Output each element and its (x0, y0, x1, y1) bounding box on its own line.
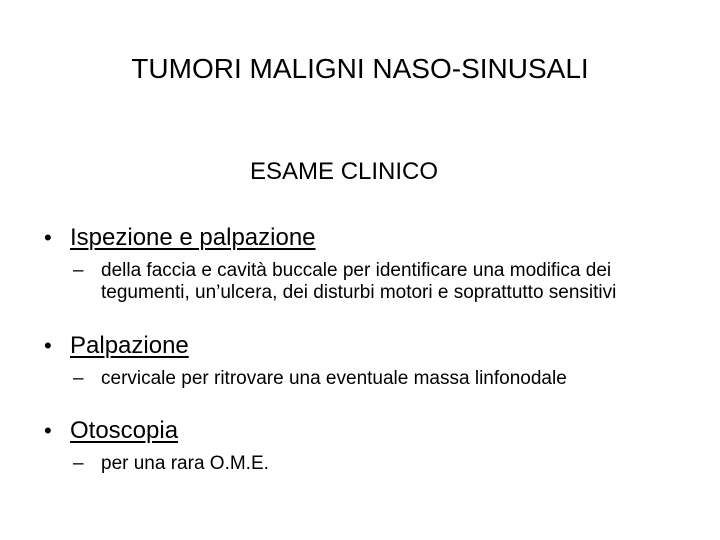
dash-icon: – (73, 260, 84, 281)
bullet-item-label: Palpazione (70, 332, 189, 359)
bullet-item-ispezione (44, 224, 694, 304)
dash-icon: – (73, 368, 84, 389)
bullet-item-label: Otoscopia (70, 417, 179, 444)
bullet-dot-icon: • (44, 225, 52, 250)
dash-icon: – (73, 453, 84, 474)
bullet-dot-icon: • (44, 333, 52, 358)
slide-title: TUMORI MALIGNI NASO-SINUSALI (131, 53, 589, 84)
bullet-dot-icon: • (44, 418, 52, 443)
bullet-item-detail-text: per una rara O.M.E. (101, 453, 269, 474)
bullet-item-detail-text: cervicale per ritrovare una eventuale massa linfonodale (101, 368, 567, 389)
bullet-item-detail (73, 368, 601, 390)
slide-subtitle: ESAME CLINICO (250, 158, 439, 185)
bullet-item-detail (73, 453, 701, 475)
bullet-item-detail (73, 260, 701, 304)
bullet-item-palpazione (44, 332, 694, 390)
bullet-item-detail-text: della faccia e cavità buccale per identificare una modifica dei tegumenti, un’ulcera, dei disturbi motori e soprattutto sensitivi (101, 260, 617, 303)
bullet-item-label: Ispezione e palpazione (70, 224, 316, 251)
bullet-item-otoscopia (44, 417, 694, 475)
